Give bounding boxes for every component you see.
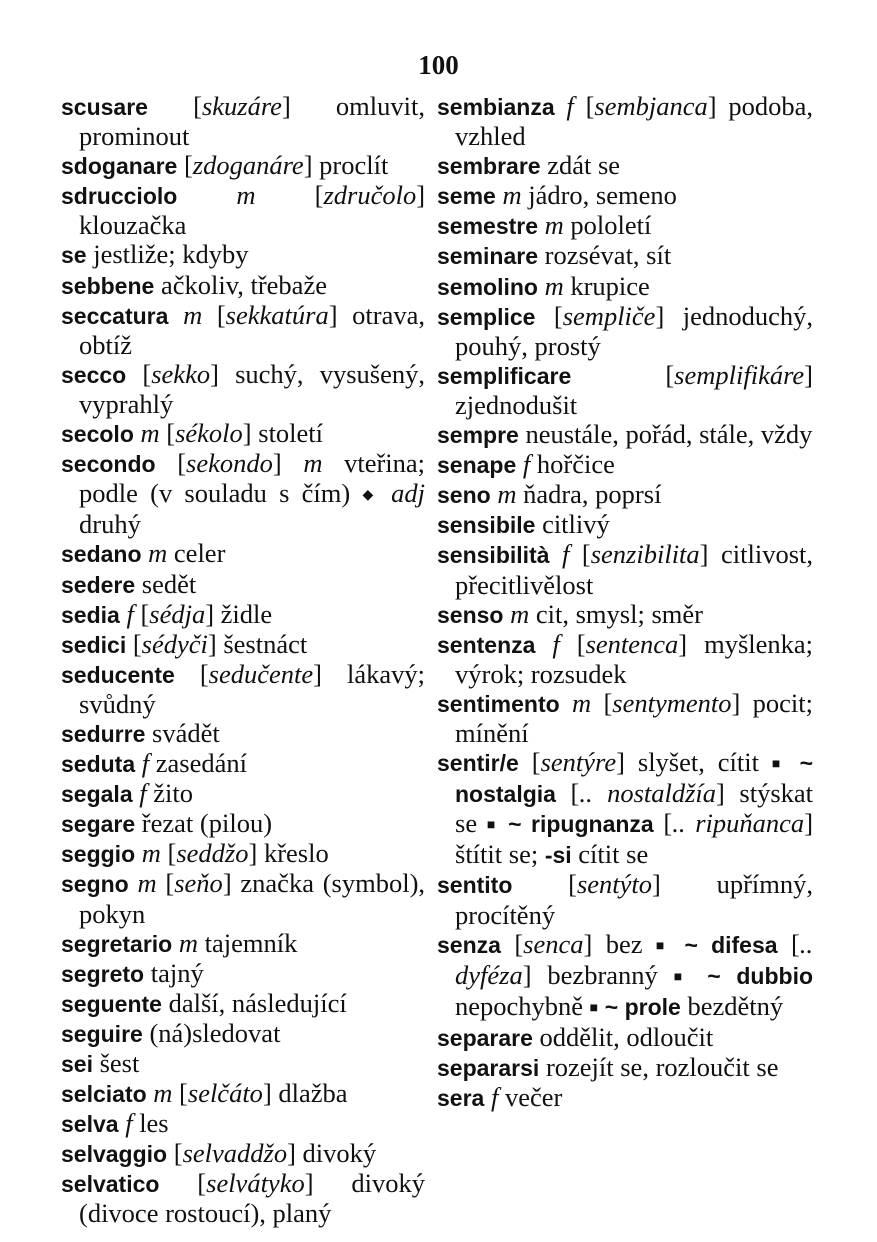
dictionary-entry: sensibilità f [senzibilita] citlivost, přecitlivělost <box>437 539 814 600</box>
definition: bez <box>605 928 643 959</box>
grammar-label: m <box>137 868 157 899</box>
definition: suchý, vysušený, vyprahlý <box>79 358 426 419</box>
dictionary-entry: secco [sekko] suchý, vysušený, vyprahlý <box>61 358 426 419</box>
definition: křeslo <box>263 838 329 869</box>
grammar-label: m <box>140 418 160 449</box>
definition: rozejít se, rozloučit se <box>545 1052 779 1082</box>
left-column <box>61 92 425 1229</box>
dictionary-entry: selciato m [selčáto] dlažba <box>61 1078 348 1109</box>
headword: seccatura <box>61 302 169 329</box>
headword: segreto <box>61 960 145 987</box>
headword: sensibile <box>437 512 536 539</box>
pronunciation: zdručolo <box>323 180 417 211</box>
headword: senape <box>437 452 517 479</box>
pronunciation: sentymento <box>612 687 732 718</box>
definition: podoba, vzhled <box>455 91 814 152</box>
headword: sdoganare <box>61 153 178 180</box>
grammar-label: f <box>125 1108 133 1139</box>
pronunciation: sédyči <box>141 628 208 659</box>
pronunciation: sembjanca <box>594 91 708 121</box>
headword: semestre <box>437 213 539 240</box>
headword: senza <box>437 931 501 958</box>
headword: seno <box>437 482 491 509</box>
pronunciation: sentenca <box>585 628 679 659</box>
dictionary-entry <box>437 510 813 540</box>
square-bullet-icon: ■ <box>589 1000 599 1016</box>
headword: sentir/e <box>437 750 519 777</box>
definition: žito <box>153 778 193 809</box>
square-bullet-icon: ■ <box>673 969 692 985</box>
pronunciation: sentýre <box>540 747 617 778</box>
definition: židle <box>220 598 273 629</box>
headword: secondo <box>61 451 156 478</box>
definition: (ná)sledovat <box>149 1017 281 1048</box>
pronunciation: senca <box>523 928 584 959</box>
headword: sentenza <box>437 631 536 658</box>
definition: citlivý <box>542 509 610 540</box>
phrase-headword: -si <box>544 842 572 869</box>
headword: segretario <box>61 930 173 957</box>
grammar-label: f <box>490 1082 499 1113</box>
dictionary-entry <box>61 959 425 989</box>
dictionary-entry <box>437 1053 813 1083</box>
dictionary-entry <box>437 600 813 630</box>
headword: sentito <box>437 872 513 899</box>
definition: cítit se <box>578 839 649 870</box>
definition: citlivost, přecitlivělost <box>455 539 814 600</box>
definition: neustále, pořád, stále, vždy <box>525 419 813 450</box>
headword: semplice <box>437 303 536 330</box>
grammar-label: f <box>141 748 150 779</box>
diamond-icon: ◆ <box>362 488 379 504</box>
definition: svádět <box>152 717 220 748</box>
definition: otrava, obtíž <box>79 299 426 360</box>
grammar-label: f <box>522 449 531 480</box>
grammar-label: m <box>303 448 323 479</box>
dictionary-entry <box>61 1049 425 1079</box>
definition: druhý <box>79 509 141 540</box>
definition: ňadra, poprsí <box>523 479 662 510</box>
headword: secco <box>61 361 127 388</box>
definition: nepochybně <box>455 990 584 1021</box>
definition: zasedání <box>155 748 247 779</box>
definition: jestliže; kdyby <box>93 239 249 270</box>
definition: tajemník <box>204 927 298 958</box>
definition: další, následující <box>168 987 347 1018</box>
headword: selciato <box>61 1081 147 1108</box>
definition: upřímný, procítěný <box>455 869 814 930</box>
headword: senso <box>437 601 504 628</box>
dictionary-entry: selvaggio [selvaddžo] divoký <box>61 1138 377 1169</box>
headword: selva <box>61 1111 119 1138</box>
definition: stýskat se <box>455 778 814 839</box>
phrase-headword: ~ prole <box>604 993 681 1020</box>
headword: sedia <box>61 601 120 628</box>
definition: ačkoliv, třebaže <box>160 269 327 300</box>
definition: hořčice <box>536 449 615 480</box>
headword: scusare <box>61 94 148 120</box>
phrase-headword: ~ dubbio <box>707 962 814 989</box>
dictionary-entry <box>437 420 813 450</box>
dictionary-entry <box>61 271 425 301</box>
pronunciation: .. ripuňanca <box>672 808 805 839</box>
grammar-label: f <box>566 91 574 121</box>
dictionary-entry <box>61 989 425 1019</box>
dictionary-entry: semplificare [semplifikáre] zjednodušit <box>437 359 813 420</box>
dictionary-entry <box>61 570 425 600</box>
definition: krupice <box>570 270 650 301</box>
grammar-label: m <box>148 538 168 569</box>
headword: sdrucciolo <box>61 183 178 210</box>
grammar-label: m <box>544 270 564 301</box>
headword: seguente <box>61 990 162 1017</box>
headword: sei <box>61 1051 93 1077</box>
pronunciation: sempliče <box>562 300 656 331</box>
dictionary-entry <box>61 240 425 270</box>
definition: večer <box>504 1082 563 1113</box>
definition: celer <box>173 538 226 569</box>
grammar-label: m <box>153 1078 173 1109</box>
dictionary-entry: sentir/e [sentýre] slyšet, cítit ■ ~ nostalgia [.. nostaldžía] stýskat se ■ ~ ripugnanza [.. ripuňanca] štítit se; -si cítit se <box>437 747 814 870</box>
dictionary-entry: secolo m [sékolo] století <box>61 418 324 449</box>
pronunciation: sekko <box>151 358 211 389</box>
headword: sembianza <box>437 94 555 120</box>
grammar-label: m <box>497 479 517 510</box>
dictionary-entry: seccatura m [sekkatúra] otrava, obtíž <box>61 299 426 360</box>
definition: pololetí <box>570 210 652 241</box>
pronunciation: senzibilita <box>590 539 700 570</box>
pronunciation: sékolo <box>175 418 243 449</box>
grammar-label: m <box>544 210 564 241</box>
definition: pocit; mínění <box>455 687 813 748</box>
pronunciation: .. dyféza <box>455 928 814 990</box>
dictionary-entry <box>437 1023 813 1053</box>
dictionary-entry: sentenza f [sentenca] myšlenka; výrok; rozsudek <box>437 628 814 689</box>
dictionary-entry <box>437 241 813 271</box>
headword: semplificare <box>437 362 572 389</box>
square-bullet-icon: ■ <box>486 818 499 834</box>
grammar-label: m <box>141 838 161 869</box>
headword: segare <box>61 811 136 838</box>
headword: sedici <box>61 631 127 658</box>
square-bullet-icon: ■ <box>771 757 787 773</box>
headword: sebbene <box>61 272 155 299</box>
dictionary-entry <box>61 719 425 749</box>
grammar-label: f <box>139 778 147 809</box>
dictionary-entry: selvatico [selvátyko] divoký (divoce rostoucí), planý <box>61 1168 426 1229</box>
headword: segala <box>61 781 133 808</box>
headword: selvaggio <box>61 1141 168 1168</box>
definition: lákavý; svůdný <box>79 658 425 719</box>
headword: seggio <box>61 841 136 868</box>
definition: sedět <box>141 568 197 599</box>
dictionary-entry: secondo [sekondo] m vteřina; podle (v souladu s čím) ◆ adj druhý <box>61 448 426 540</box>
dictionary-entry: sedia f [sédja] židle <box>61 598 273 629</box>
square-bullet-icon: ■ <box>655 938 672 954</box>
pronunciation: semplifikáre <box>674 359 805 390</box>
definition: jednoduchý, pouhý, prostý <box>455 300 813 361</box>
headword: sedurre <box>61 720 146 747</box>
headword: secolo <box>61 421 134 448</box>
definition: divoký (divoce rostoucí), planý <box>79 1168 426 1229</box>
grammar-label: f <box>562 539 570 570</box>
pronunciation: .. nostaldžía <box>579 778 717 809</box>
pronunciation: seddžo <box>176 838 249 869</box>
headword: sempre <box>437 422 519 449</box>
headword: selvatico <box>61 1171 160 1198</box>
headword: sentimento <box>437 690 560 717</box>
headword: seduta <box>61 751 136 778</box>
definition: divoký <box>302 1138 377 1169</box>
dictionary-entry <box>61 749 425 779</box>
headword: sensibilità <box>437 542 550 569</box>
pronunciation: sekondo <box>186 448 273 479</box>
dictionary-entry: sedici [sédyči] šestnáct <box>61 628 308 659</box>
definition: značka (symbol), pokyn <box>79 868 426 929</box>
grammar-label: m <box>236 180 256 211</box>
pronunciation: zdoganáre <box>192 150 304 181</box>
definition: slyšet, cítit <box>637 747 759 778</box>
definition: omluvit, prominout <box>79 91 425 152</box>
headword: seducente <box>61 661 175 688</box>
headword: sembrare <box>437 153 541 180</box>
definition: šest <box>99 1048 140 1078</box>
dictionary-entry: semplice [sempliče] jednoduchý, pouhý, prostý <box>437 300 813 361</box>
dictionary-entry <box>61 929 425 959</box>
right-column <box>437 92 813 1113</box>
dictionary-entry <box>61 809 425 839</box>
definition: století <box>258 418 324 449</box>
dictionary-entry: sentimento m [sentymento] pocit; mínění <box>437 687 813 748</box>
definition: proclít <box>319 150 389 181</box>
headword: se <box>61 242 87 269</box>
page-number: 100 <box>418 50 459 80</box>
dictionary-entry: seggio m [seddžo] křeslo <box>61 838 329 869</box>
pronunciation: selvaddžo <box>182 1138 288 1169</box>
pronunciation: seňo <box>174 868 223 899</box>
headword: sedere <box>61 571 136 598</box>
definition: oddělit, odloučit <box>539 1021 714 1052</box>
phrase-headword: ~ ripugnanza <box>508 811 654 838</box>
definition: zdát se <box>547 150 621 181</box>
headword: semolino <box>437 273 538 300</box>
headword: separarsi <box>437 1055 540 1081</box>
definition: řezat (pilou) <box>141 808 273 839</box>
phrase-headword: ~ difesa <box>684 931 778 958</box>
headword: separare <box>437 1024 533 1051</box>
dictionary-entry <box>61 539 425 569</box>
pronunciation: sekkatúra <box>225 299 329 330</box>
dictionary-entry: sdrucciolo m [zdručolo] klouzačka <box>61 180 426 241</box>
dictionary-entry <box>61 779 425 809</box>
grammar-label: adj <box>391 478 425 509</box>
dictionary-entry: sdoganare [zdoganáre] proclít <box>61 150 389 181</box>
phrase-headword: ~ nostalgia <box>455 750 814 808</box>
grammar-label: f <box>552 628 560 659</box>
definition: bezdětný <box>687 990 784 1021</box>
definition: rozsévat, sít <box>544 240 672 271</box>
headword: segno <box>61 871 129 898</box>
grammar-label: m <box>178 927 198 958</box>
dictionary-entry <box>61 1019 425 1049</box>
definition: tajný <box>150 957 204 988</box>
grammar-label: m <box>183 299 203 330</box>
definition: štítit se; <box>455 839 539 870</box>
headword: seminare <box>437 243 539 270</box>
grammar-label: f <box>126 598 134 629</box>
dictionary-entry <box>437 181 813 211</box>
dictionary-entry <box>437 480 813 510</box>
dictionary-entry <box>437 1083 813 1113</box>
dictionary-entry: senza [senca] bez ■ ~ difesa [.. dyféza] bezbranný ■ ~ dubbio nepochybně ■ ~ prole bezdětný <box>437 928 814 1021</box>
definition: bezbranný <box>547 959 658 990</box>
pronunciation: sentýto <box>576 869 653 900</box>
definition: cit, smysl; směr <box>535 598 703 629</box>
definition: klouzačka <box>79 210 187 241</box>
headword: seme <box>437 183 496 210</box>
dictionary-entry: sentito [sentýto] upřímný, procítěný <box>437 869 814 930</box>
definition: dlažba <box>278 1078 348 1109</box>
pronunciation: selvátyko <box>206 1168 305 1199</box>
pronunciation: selčáto <box>187 1078 263 1109</box>
definition: myšlenka; výrok; rozsudek <box>455 628 814 689</box>
definition: les <box>139 1108 169 1139</box>
pronunciation: skuzáre <box>201 91 282 121</box>
dictionary-entry: sembianza f [sembjanca] podoba, vzhled <box>437 91 814 152</box>
dictionary-entry <box>437 272 813 302</box>
grammar-label: m <box>502 180 522 211</box>
dictionary-entry <box>437 151 813 181</box>
grammar-label: m <box>510 598 530 629</box>
definition: vteřina; podle (v souladu s čím) <box>79 448 426 509</box>
headword: sedano <box>61 541 142 568</box>
dictionary-entry: seducente [sedučente] lákavý; svůdný <box>61 658 425 719</box>
dictionary-entry <box>437 211 813 241</box>
dictionary-entry <box>61 1109 425 1139</box>
definition: šestnáct <box>223 628 308 659</box>
headword: seguire <box>61 1020 143 1047</box>
grammar-label: m <box>572 687 592 718</box>
definition: zjednodušit <box>455 389 578 420</box>
dictionary-entry <box>437 450 813 480</box>
headword: sera <box>437 1085 485 1112</box>
definition: jádro, semeno <box>528 180 677 211</box>
dictionary-entry: scusare [skuzáre] omluvit, prominout <box>61 91 425 152</box>
pronunciation: sedučente <box>208 658 314 689</box>
dictionary-entry: segno m [seňo] značka (symbol), pokyn <box>61 868 426 929</box>
pronunciation: sédja <box>149 598 206 629</box>
